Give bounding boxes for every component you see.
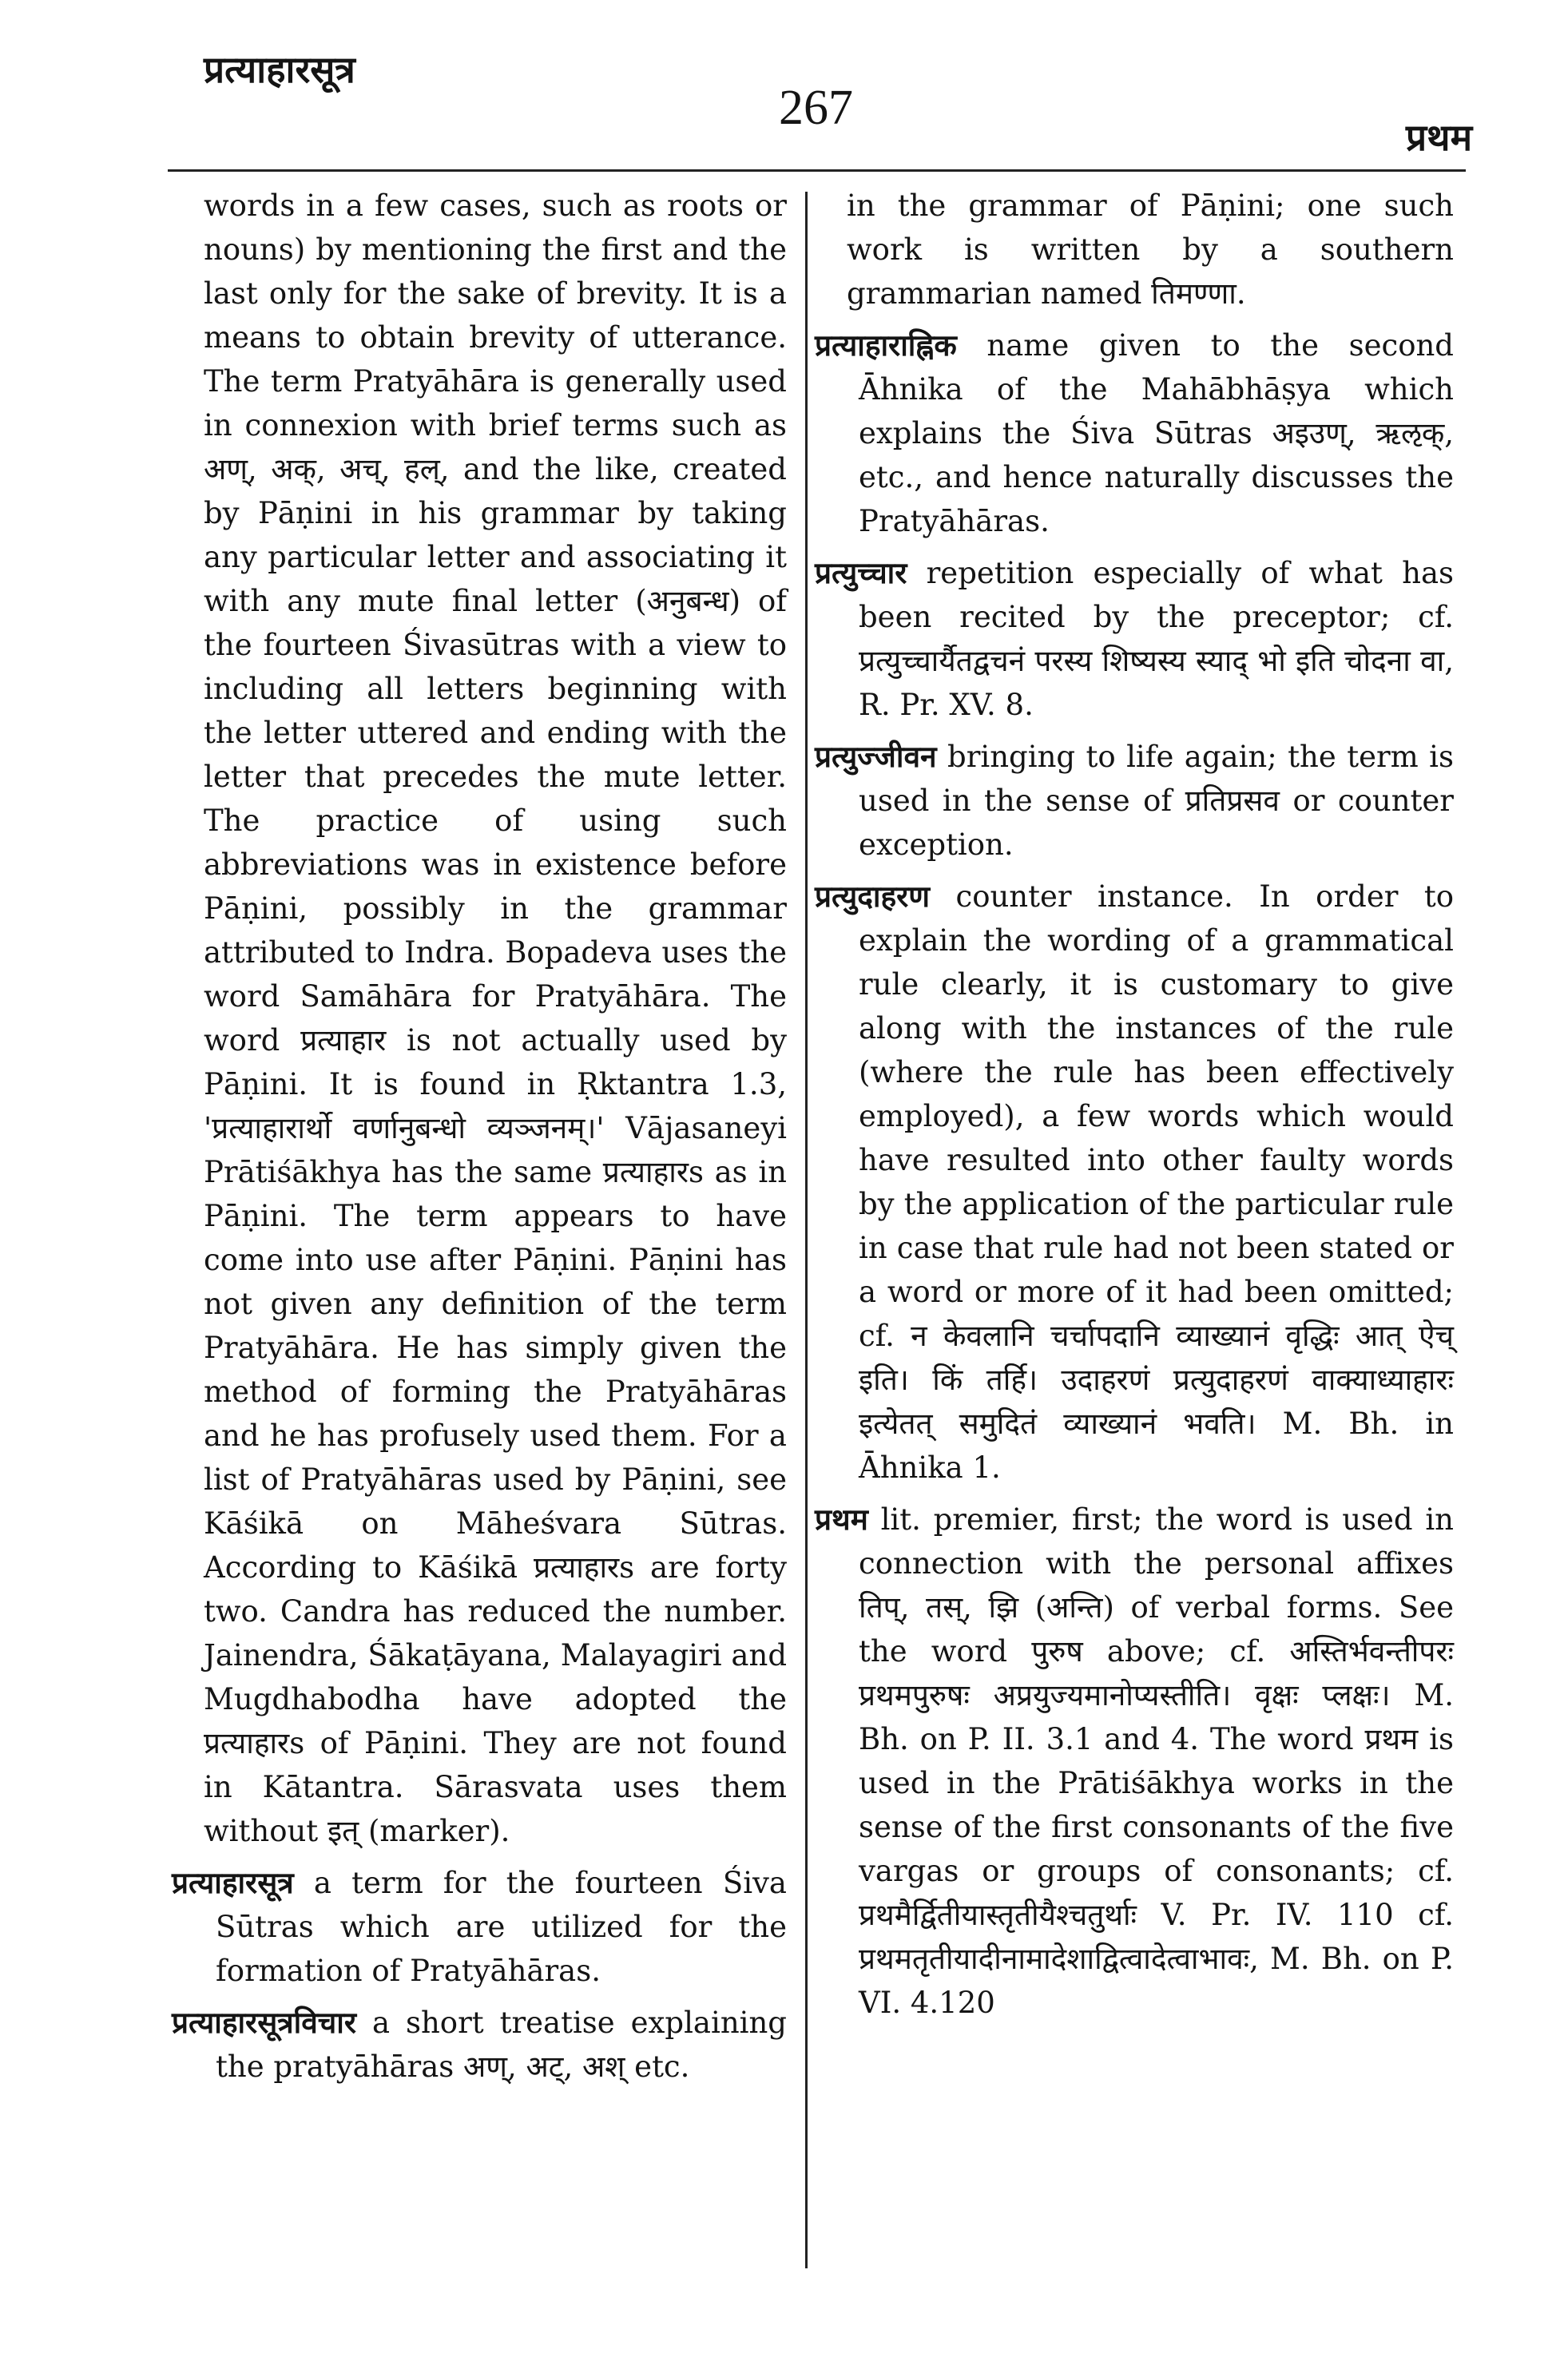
guide-word-left: प्रत्याहारसूत्र — [204, 48, 355, 91]
guide-word-right: प्रथम — [1406, 116, 1473, 159]
entry-definition: bringing to life again; the term is used in the sense of प्रतिप्रसव or counter exception. — [859, 740, 1454, 862]
dictionary-entry — [172, 1861, 787, 1993]
entry-definition: counter instance. In order to explain the wording of a grammatical rule clearly, it is customary to give along with the instances of the rule (where the rule has been effectively employed), a few words which would have resulted into other faulty words by the application of the particular rule in case that rule had not been stated or a word or more of it had been omitted; cf. न केवलानि चर्चापदानि व्याख्यानं वृद्धिः आत् ऐच् इति। किं तर्हि। उदाहरणं प्रत्युदाहरणं वाक्याध्याहारः इत्येतत् समुदितं व्याख्यानं भवति। M. Bh. in Āhnika 1. — [859, 879, 1454, 1485]
dictionary-entry — [815, 735, 1454, 867]
entry-definition: a short treatise explaining the pratyāhāras अण्, अट्, अश् etc. — [216, 2006, 787, 2084]
entry-continuation: words in a few cases, such as roots or nouns) by mentioning the first and the last only for the sake of brevity. It is a means to obtain brevity of utterance. The term Pratyāhāra is generally used in connexion with brief terms such as अण्, अक्, अच्, हल्, and the like, created by Pāṇini in his grammar by taking any particular letter and associating it with any mute final letter (अनुबन्ध) of the fourteen Śivasūtras with a view to including all letters beginning with the letter uttered and ending with the letter that precedes the mute letter. The practice of using such abbreviations was in existence before Pāṇini, possibly in the grammar attributed to Indra. Bopadeva uses the word Samāhāra for Pratyāhāra. The word प्रत्याहार is not actually used by Pāṇini. It is found in Ṛktantra 1.3, 'प्रत्याहारार्थो वर्णानुबन्धो व्यञ्जनम्।' Vājasaneyi Prātiśākhya has the same प्रत्याहारs as in Pāṇini. The term appears to have come into use after Pāṇini. Pāṇini has not given any definition of the term Pratyāhāra. He has simply given the method of forming the Pratyāhāras and he has profusely used them. For a list of Pratyāhāras used by Pāṇini, see Kāśikā on Māheśvara Sūtras. According to Kāśikā प्रत्याहारs are forty two. Candra has reduced the number. Jainendra, Śākaṭāyana, Malayagiri and Mugdhabodha have adopted the प्रत्याहारs of Pāṇini. They are not found in Kātantra. Sārasvata uses them without इत् (marker). — [204, 188, 787, 1848]
entry-definition: name given to the second Āhnika of the Mahābhāṣya which explains the Śiva Sūtras अइउण्, ऋऌक्, etc., and hence naturally discusses the Pratyāhāras. — [859, 328, 1454, 538]
dictionary-entry — [815, 875, 1454, 1490]
entry-continuation: in the grammar of Pāṇini; one such work is written by a southern grammarian named तिमण्णा. — [847, 188, 1454, 311]
entry-headword: प्रथम — [815, 1502, 868, 1537]
entry-definition: repetition especially of what has been recited by the preceptor; cf. प्रत्युच्चार्यैतद्वचनं परस्य शिष्यस्य स्याद् भो इति चोदना वा, R. Pr. XV. 8. — [859, 556, 1454, 722]
entry-definition: a term for the fourteen Śiva Sūtras which are utilized for the formation of Pratyāhāras. — [216, 1866, 787, 1988]
entry-headword: प्रत्याहारसूत्र — [172, 1865, 294, 1900]
page-number: 267 — [779, 81, 853, 135]
header-rule — [168, 169, 1466, 172]
dictionary-entry — [815, 551, 1454, 727]
entry-headword: प्रत्युदाहरण — [815, 879, 931, 914]
dictionary-entry — [815, 323, 1454, 543]
entry-headword: प्रत्युच्चार — [815, 555, 907, 590]
page-header — [0, 0, 1568, 168]
dictionary-entry — [815, 1498, 1454, 2025]
entry-headword: प्रत्याहाराह्निक — [815, 327, 957, 363]
left-column — [172, 184, 787, 2097]
right-column — [815, 184, 1454, 2033]
entry-headword: प्रत्युज्जीवन — [815, 739, 937, 774]
entry-definition: lit. premier, first; the word is used in connection with the personal affixes तिप्, तस्, झि (अन्ति) of verbal forms. See the word पुरुष above; cf. अस्तिर्भवन्तीपरः प्रथमपुरुषः अप्रयुज्यमानोप्यस्तीति। वृक्षः प्लक्षः। M. Bh. on P. II. 3.1 and 4. The word प्रथम is used in the Prātiśākhya works in the sense of the first consonants of the five vargas or groups of consonants; cf. प्रथमैर्द्वितीयास्तृतीयैश्चतुर्थाः V. Pr. IV. 110 cf. प्रथमतृतीयादीनामादेशाद्वित्वादेत्वाभावः, M. Bh. on P. VI. 4.120 — [859, 1502, 1455, 2020]
column-divider — [805, 192, 808, 2268]
entry-headword: प्रत्याहारसूत्रविचार — [172, 2005, 356, 2040]
dictionary-entry — [172, 2001, 787, 2089]
